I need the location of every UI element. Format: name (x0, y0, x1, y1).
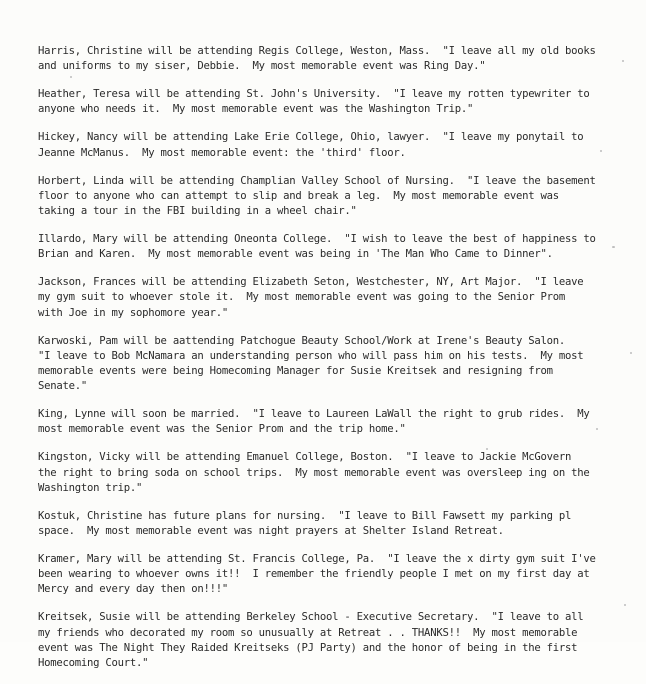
scan-speck (624, 604, 626, 606)
entry-line: Horbert, Linda will be attending Champlian Valley School of Nursing. "I leave the basement (38, 174, 596, 187)
entry-harris (38, 44, 634, 74)
entry-line: King, Lynne will soon be married. "I leave to Laureen LaWall the right to grub rides. My (38, 408, 590, 421)
entry-line: Jeanne McManus. My most memorable event: the 'third' floor. (38, 146, 406, 159)
entry-line: anyone who needs it. My most memorable event was the Washington Trip." (38, 103, 474, 116)
entry-kreitsek (38, 610, 634, 671)
entry-line: floor to anyone who can attempt to slip and break a leg. My most memorable event was (38, 189, 559, 202)
entry-jackson (38, 275, 634, 321)
entry-line: space. My most memorable event was night prayers at Shelter Island Retreat. (38, 525, 504, 538)
entry-line: Jackson, Frances will be attending Elizabeth Seton, Westchester, NY, Art Major. "I leave (38, 276, 584, 289)
entry-horbert (38, 174, 634, 220)
entry-line: Kreitsek, Susie will be attending Berkeley School - Executive Secretary. "I leave to all (38, 611, 584, 624)
entry-line: Kostuk, Christine has future plans for nursing. "I leave to Bill Fawsett my parking pl (38, 509, 572, 522)
entry-line: Kingston, Vicky will be attending Emanuel College, Boston. "I leave to Jackie McGovern (38, 451, 572, 464)
entry-line: Homecoming Court." (38, 657, 149, 670)
entry-hickey (38, 130, 634, 160)
entry-line: Hickey, Nancy will be attending Lake Erie College, Ohio, lawyer. "I leave my ponytail to (38, 131, 584, 144)
scan-speck (630, 352, 632, 354)
entry-line: been wearing to whoever owns it!! I remember the friendly people I met on my first day at (38, 568, 590, 581)
entry-line: my friends who decorated my room so unusually at Retreat . . THANKS!! My most memorable (38, 626, 578, 639)
entry-line: Karwoski, Pam will be aattending Patchogue Beauty School/Work at Irene's Beauty Salon. (38, 334, 566, 347)
entry-line: Brian and Karen. My most memorable event was being in 'The Man Who Came to Dinner". (38, 248, 553, 261)
entry-line: Harris, Christine will be attending Regis College, Weston, Mass. "I leave all my old books (38, 45, 596, 57)
scan-speck (596, 428, 598, 430)
entry-heather (38, 87, 634, 117)
entry-line: Washington trip." (38, 481, 143, 494)
entry-line: Kramer, Mary will be attending St. Francis College, Pa. "I leave the x dirty gym suit I've (38, 553, 596, 566)
entry-kramer (38, 552, 634, 598)
entry-illardo (38, 232, 634, 262)
entry-line: Senate." (38, 380, 88, 393)
entry-line: event was The Night They Raided Kreitseks (PJ Party) and the honor of being in the first (38, 641, 578, 654)
entry-karwoski (38, 334, 634, 395)
entry-line: taking a tour in the FBI building in a wheel chair." (38, 205, 357, 218)
entry-line: most memorable event was the Senior Prom and the trip home." (38, 423, 406, 436)
scan-speck (612, 246, 615, 248)
scan-speck (600, 150, 602, 152)
entry-line: "I leave to Bob McNamara an understanding person who will pass him on his tests. My most (38, 349, 584, 362)
entry-line: Illardo, Mary will be attending Oneonta College. "I wish to leave the best of happiness to (38, 233, 596, 246)
entry-line: my gym suit to whoever stole it. My most memorable event was going to the Senior Prom (38, 291, 566, 304)
entry-line: Mercy and every day then on!!!" (38, 583, 228, 596)
scan-speck (622, 60, 624, 62)
entry-king (38, 407, 634, 437)
entry-line: Heather, Teresa will be attending St. John's University. "I leave my rotten typewriter to (38, 88, 590, 101)
entry-line: with Joe in my sophomore year." (38, 306, 228, 319)
senior-wills-list (38, 44, 634, 684)
entry-kingston (38, 450, 634, 496)
scan-speck (70, 76, 72, 78)
entry-line: and uniforms to my siser, Debbie. My most memorable event was Ring Day." (38, 60, 486, 73)
entry-line: the right to bring soda on school trips. My most memorable event was oversleep ing on the (38, 466, 590, 479)
scan-speck (486, 448, 488, 450)
entry-line: memorable events were being Homecoming Manager for Susie Kreitsek and resigning from (38, 365, 553, 378)
entry-kostuk (38, 509, 634, 539)
